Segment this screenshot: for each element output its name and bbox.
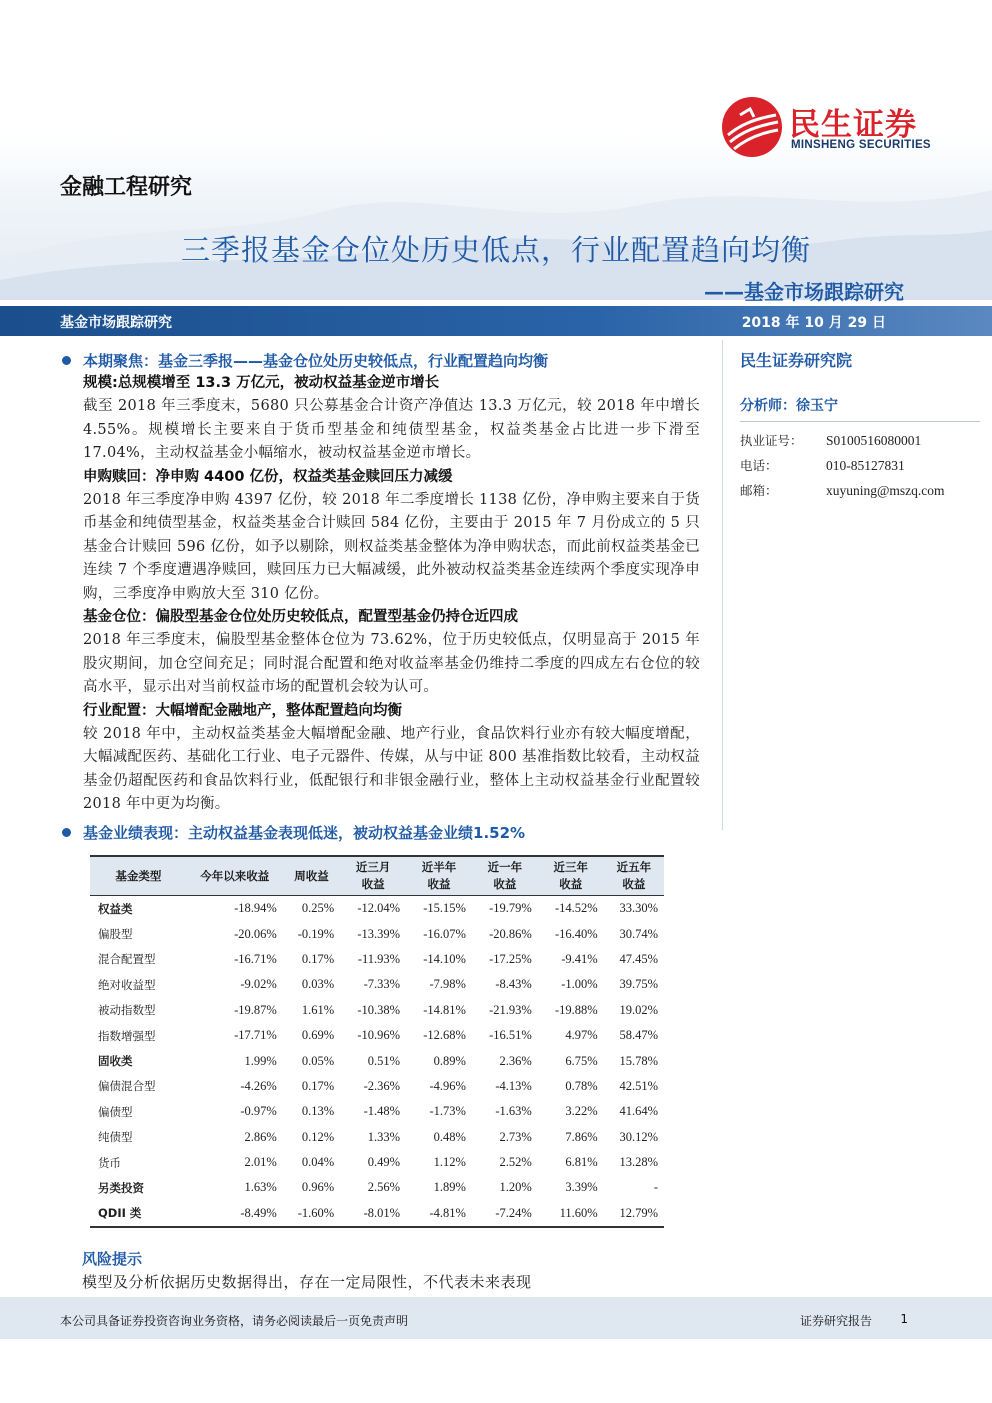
fund-type-cell: 权益类	[98, 901, 133, 916]
report-series: 金融工程研究	[60, 174, 193, 199]
column-header-line: 近五年	[616, 860, 652, 874]
table-row	[90, 998, 664, 1023]
band-category: 基金市场跟踪研究	[60, 315, 172, 331]
column-header-line: 近三月	[355, 860, 391, 874]
return-cell: -14.81%	[423, 1002, 466, 1017]
return-cell: -1.00%	[561, 977, 598, 992]
return-cell: 6.75%	[565, 1053, 598, 1068]
return-cell: -4.96%	[429, 1078, 466, 1093]
table-row	[90, 921, 664, 946]
return-cell: -7.98%	[429, 977, 466, 992]
return-cell: 30.12%	[619, 1129, 658, 1144]
section-text: 2018 年三季度净申购 4397 亿份，较 2018 年二季度增长 1138 亿份，净申购主要来自于货币基金和纯债型基金，权益类基金合计赎回 584 亿份，主要由于 2015 年 7 月份成立的 5 只基金合计赎回 596 亿份，如予以剔除，则权益类基金整体为净申购状态，而此前权益类基金已连续 7 个季度遭遇净赎回，赎回压力已大幅减缓，此外被动权益类基金连续两个季度实现净申购，三季度净申购放大至 310 亿份。	[83, 491, 700, 602]
risk-title: 风险提示	[82, 1250, 143, 1268]
return-cell: 0.05%	[301, 1053, 335, 1068]
column-divider	[722, 340, 723, 830]
return-cell: 1.99%	[244, 1053, 277, 1068]
return-cell: -0.97%	[240, 1104, 277, 1119]
fund-type-cell: QDII 类	[98, 1206, 142, 1221]
fund-type-cell: 纯债型	[98, 1130, 133, 1145]
phone-row	[740, 453, 980, 478]
return-cell: 6.81%	[565, 1155, 598, 1170]
return-cell: 1.89%	[433, 1180, 466, 1195]
return-cell: -19.79%	[489, 901, 532, 916]
return-cell: 0.17%	[301, 1078, 335, 1093]
return-cell: 33.30%	[619, 901, 658, 916]
return-cell: -7.33%	[363, 977, 401, 992]
return-cell: -12.68%	[423, 1028, 466, 1043]
return-cell: -17.71%	[234, 1028, 277, 1043]
return-cell: 47.45%	[619, 951, 658, 966]
table-row	[90, 1150, 664, 1175]
return-cell: 2.01%	[244, 1155, 277, 1170]
report-title: 三季报基金仓位处历史低点，行业配置趋向均衡	[180, 233, 811, 267]
return-cell: -8.43%	[495, 977, 532, 992]
info-label: 电话：	[740, 458, 778, 473]
return-cell: -7.24%	[495, 1205, 532, 1220]
table-row	[90, 896, 664, 922]
return-cell: -4.81%	[429, 1205, 466, 1220]
return-cell: -2.36%	[363, 1078, 401, 1093]
return-cell: 39.75%	[619, 977, 658, 992]
return-cell: -	[653, 1180, 658, 1195]
return-cell: -11.93%	[357, 951, 401, 966]
logo-name-cn: 民生证券	[789, 107, 917, 142]
analyst-name: 分析师：徐玉宁	[740, 395, 980, 422]
return-cell: -1.63%	[495, 1104, 532, 1119]
return-cell: 2.73%	[499, 1129, 532, 1144]
table-row	[90, 972, 664, 997]
return-cell: 2.86%	[244, 1129, 277, 1144]
fund-type-cell: 绝对收益型	[98, 977, 156, 992]
column-header-line: 收益	[427, 877, 451, 891]
return-cell: -14.10%	[423, 951, 466, 966]
return-cell: 0.13%	[301, 1104, 335, 1119]
return-cell: 0.12%	[301, 1129, 335, 1144]
performance-heading-text: 基金业绩表现：主动权益基金表现低迷，被动权益基金业绩1.52%	[83, 824, 526, 842]
return-cell: 0.04%	[301, 1155, 335, 1170]
return-cell: -21.93%	[489, 1002, 532, 1017]
fund-type-cell: 偏债混合型	[98, 1079, 156, 1094]
column-header-line: 收益	[622, 877, 646, 891]
info-value: S0100516080001	[826, 433, 922, 448]
column-header-line: 周收益	[294, 868, 329, 883]
column-header	[90, 856, 187, 896]
column-header	[538, 856, 604, 896]
return-cell: 1.20%	[499, 1180, 532, 1195]
return-cell: 0.89%	[433, 1053, 466, 1068]
return-cell: -18.94%	[234, 901, 277, 916]
return-cell: -15.15%	[423, 901, 466, 916]
section-text: 2018 年三季度末，偏股型基金整体仓位为 73.62%，位于历史较低点，仅明显高于 2015 年股灾期间，加仓空间充足；同时混合配置和绝对收益率基金仍维持二季度的四成左右仓位的较高水平，显示出对当前权益市场的配置机会较为认可。	[83, 632, 700, 695]
logo-emblem-icon	[720, 95, 784, 159]
report-subtitle: ——基金市场跟踪研究	[704, 280, 904, 304]
focus-heading	[60, 348, 700, 372]
return-cell: -19.87%	[234, 1002, 277, 1017]
return-cell: 1.33%	[367, 1129, 401, 1144]
return-cell: -1.60%	[297, 1205, 335, 1220]
section-text: 较 2018 年中，主动权益类基金大幅增配金融、地产行业，食品饮料行业亦有较大幅度增配，大幅减配医药、基础化工行业、电子元器件、传媒，从与中证 800 基准指数比较看，主动权益基金仍超配医药和食品饮料行业，低配银行和非银金融行业，整体上主动权益基金行业配置较 2018 年中更为均衡。	[83, 725, 700, 812]
return-cell: 13.28%	[619, 1155, 658, 1170]
column-header-line: 近一年	[487, 860, 523, 874]
return-cell: 2.36%	[499, 1053, 532, 1068]
return-cell: 0.48%	[433, 1129, 466, 1144]
return-cell: -1.48%	[363, 1104, 401, 1119]
column-header-line: 近半年	[421, 860, 457, 874]
fund-type-cell: 指数增强型	[98, 1028, 156, 1043]
return-cell: 15.78%	[619, 1053, 658, 1068]
return-cell: 11.60%	[559, 1205, 598, 1220]
return-cell: 3.39%	[565, 1180, 598, 1195]
column-header-line: 基金类型	[115, 868, 162, 883]
return-cell: -10.96%	[357, 1028, 401, 1043]
page-number: 1	[900, 1312, 908, 1326]
report-date: 2018 年 10 月 29 日	[741, 315, 886, 331]
return-cell: -16.40%	[554, 926, 598, 941]
fund-type-cell: 混合配置型	[98, 952, 156, 967]
column-header-line: 收益	[493, 877, 517, 891]
section-heading: 申购赎回：净申购 4400 亿份，权益类基金赎回压力减缓	[83, 468, 453, 485]
info-label: 执业证号：	[740, 433, 803, 448]
table-row	[90, 1175, 664, 1200]
return-cell: -13.39%	[357, 926, 401, 941]
return-cell: 1.12%	[433, 1155, 466, 1170]
return-cell: 0.25%	[301, 901, 335, 916]
main-content	[60, 348, 700, 845]
footer-report-type: 证券研究报告	[799, 1314, 872, 1328]
return-cell: -9.02%	[240, 977, 277, 992]
logo-name-en: MINSHENG SECURITIES	[791, 139, 931, 151]
bullet-icon	[62, 356, 71, 365]
performance-heading	[60, 821, 700, 845]
return-cell: 1.61%	[301, 1002, 335, 1017]
return-cell: -4.26%	[240, 1078, 277, 1093]
section-heading: 基金仓位：偏股型基金仓位处历史较低点，配置型基金仍持仓近四成	[83, 609, 518, 625]
section-heading: 规模:总规模增至 13.3 万亿元，被动权益基金逆市增长	[83, 375, 440, 391]
return-cell: 2.52%	[499, 1155, 532, 1170]
column-header	[187, 856, 283, 896]
email-link[interactable]: xuyuning@mszq.com	[826, 483, 945, 498]
table-row	[90, 947, 664, 972]
return-cell: 2.56%	[367, 1180, 401, 1195]
column-header-line: 今年以来收益	[200, 868, 270, 883]
analyst-sidebar	[740, 348, 980, 503]
performance-table	[90, 855, 664, 1228]
return-cell: 30.74%	[619, 926, 658, 941]
return-cell: -17.25%	[489, 951, 532, 966]
return-cell: -0.19%	[297, 926, 335, 941]
fund-type-cell: 偏股型	[98, 927, 133, 942]
column-header	[283, 856, 340, 896]
focus-heading-text: 本期聚焦：基金三季报——基金仓位处历史较低点，行业配置趋向均衡	[83, 351, 549, 370]
return-cell: 19.02%	[619, 1002, 658, 1017]
title-band	[0, 306, 992, 336]
return-cell: 0.17%	[301, 951, 335, 966]
return-cell: 0.96%	[301, 1180, 335, 1195]
return-cell: -16.51%	[489, 1028, 532, 1043]
company-logo	[720, 95, 960, 165]
section-heading: 行业配置：大幅增配金融地产，整体配置趋向均衡	[83, 702, 402, 719]
column-header	[406, 856, 472, 896]
page-footer	[0, 1297, 992, 1339]
return-cell: -8.49%	[240, 1205, 277, 1220]
column-header-line: 近三年	[553, 860, 588, 874]
fund-type-cell: 另类投资	[98, 1180, 144, 1195]
footer-disclaimer: 本公司具备证券投资咨询业务资格，请务必阅读最后一页免责声明	[60, 1314, 409, 1328]
table-header-row	[90, 856, 664, 896]
fund-performance-table	[90, 855, 664, 1228]
email-row	[740, 478, 980, 503]
column-header-line: 收益	[559, 877, 583, 891]
return-cell: 41.64%	[619, 1104, 658, 1119]
return-cell: 12.79%	[619, 1205, 658, 1220]
column-header	[340, 856, 406, 896]
return-cell: -20.06%	[234, 926, 277, 941]
bullet-icon	[62, 828, 71, 837]
table-row	[90, 1023, 664, 1048]
info-label: 邮箱：	[740, 483, 778, 498]
license-row	[740, 428, 980, 453]
return-cell: -9.41%	[561, 951, 598, 966]
table-row	[90, 1048, 664, 1073]
return-cell: -16.07%	[423, 926, 466, 941]
risk-text: 模型及分析依据历史数据得出，存在一定局限性，不代表未来表现	[82, 1273, 532, 1291]
return-cell: 0.51%	[367, 1053, 401, 1068]
return-cell: -14.52%	[554, 901, 598, 916]
return-cell: -20.86%	[489, 926, 532, 941]
return-cell: 0.78%	[565, 1078, 598, 1093]
return-cell: -10.38%	[357, 1002, 401, 1017]
return-cell: 7.86%	[565, 1129, 598, 1144]
table-row	[90, 1201, 664, 1227]
return-cell: -4.13%	[495, 1078, 532, 1093]
fund-type-cell: 货币	[98, 1155, 121, 1170]
column-header	[472, 856, 538, 896]
table-row	[90, 1099, 664, 1124]
institute-name: 民生证券研究院	[740, 351, 853, 370]
return-cell: 42.51%	[619, 1078, 658, 1093]
fund-type-cell: 被动指数型	[98, 1003, 156, 1018]
column-header-line: 收益	[361, 877, 385, 891]
return-cell: 0.03%	[301, 977, 335, 992]
return-cell: 58.47%	[619, 1028, 658, 1043]
table-row	[90, 1125, 664, 1150]
return-cell: -16.71%	[234, 951, 277, 966]
return-cell: -19.88%	[554, 1002, 598, 1017]
return-cell: -1.73%	[429, 1104, 466, 1119]
return-cell: 1.63%	[244, 1180, 277, 1195]
fund-type-cell: 固收类	[98, 1054, 133, 1069]
return-cell: 0.69%	[301, 1028, 335, 1043]
column-header	[604, 856, 664, 896]
return-cell: -8.01%	[363, 1205, 401, 1220]
return-cell: -12.04%	[357, 901, 401, 916]
fund-type-cell: 偏债型	[98, 1104, 133, 1119]
table-row	[90, 1074, 664, 1099]
return-cell: 0.49%	[367, 1155, 401, 1170]
return-cell: 4.97%	[565, 1028, 598, 1043]
section-text: 截至 2018 年三季度末，5680 只公募基金合计资产净值达 13.3 万亿元，较 2018 年中增长 4.55%。规模增长主要来自于货币型基金和纯债型基金，权益类基金占比进一步下滑至 17.04%，主动权益基金小幅缩水，被动权益基金逆市增长。	[83, 398, 700, 461]
info-value: 010-85127831	[826, 458, 905, 473]
return-cell: 3.22%	[565, 1104, 598, 1119]
